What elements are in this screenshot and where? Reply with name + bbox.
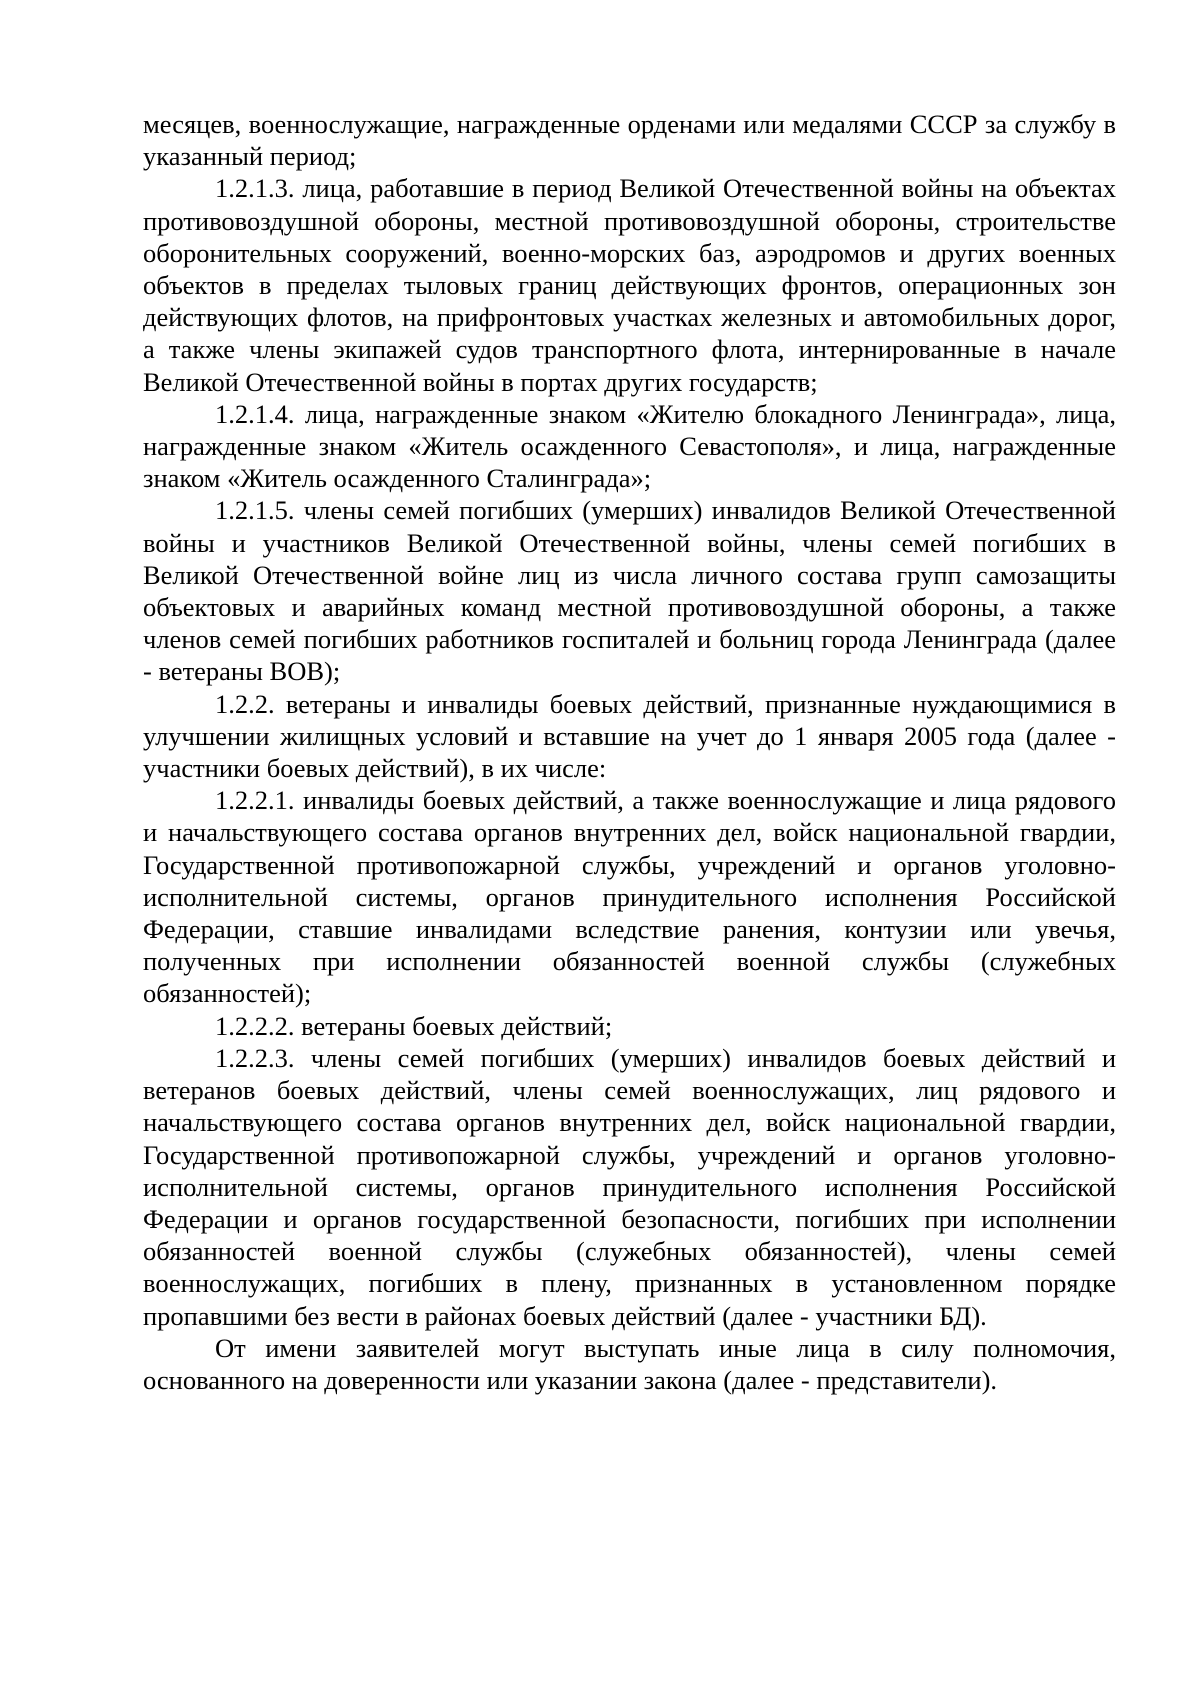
paragraph-1-2-2: 1.2.2. ветераны и инвалиды боевых действий, признанные нуждающимися в улучшении жилищных условий и вставшие на учет до 1 января 2005 года (далее - участники боевых действий), в их числе: — [143, 688, 1116, 784]
paragraph-1-2-2-2: 1.2.2.2. ветераны боевых действий; — [215, 1010, 613, 1041]
paragraph-1-2-1-4: 1.2.1.4. лица, награжденные знаком «Жителю блокадного Ленинграда», лица, награжденные знаком «Житель осажденного Севастополя», и лица, награжденные знаком «Житель осажденного Сталинграда»; — [143, 398, 1116, 494]
document-page — [143, 108, 1116, 1396]
paragraph-1-2-1-3: 1.2.1.3. лица, работавшие в период Великой Отечественной войны на объектах противовоздушной обороны, местной противовоздушной обороны, строительстве оборонительных сооружений, военно-морских баз, аэродромов и других военных объектов в пределах тыловых границ действующих фронтов, операционных зон действующих флотов, на прифронтовых участках железных и автомобильных дорог, а также члены экипажей судов транспортного флота, интернированные в начале Великой Отечественной войны в портах других государств; — [143, 173, 1116, 397]
paragraph-representatives: От имени заявителей могут выступать иные лица в силу полномочия, основанного на доверенности или указании закона (далее - представители). — [143, 1332, 1116, 1395]
paragraph-1-2-2-1: 1.2.2.1. инвалиды боевых действий, а также военнослужащие и лица рядового и начальствующего состава органов внутренних дел, войск национальной гвардии, Государственной противопожарной службы, учреждений и органов уголовно-исполнительной системы, органов принудительного исполнения Российской Федерации, ставшие инвалидами вследствие ранения, контузии или увечья, полученных при исполнении обязанностей военной службы (служебных обязанностей); — [143, 785, 1116, 1009]
paragraph-continuation: месяцев, военнослужащие, награжденные орденами или медалями СССР за службу в указанный период; — [143, 109, 1116, 172]
paragraph-1-2-2-3: 1.2.2.3. члены семей погибших (умерших) инвалидов боевых действий и ветеранов боевых действий, члены семей военнослужащих, лиц рядового и начальствующего состава органов внутренних дел, войск национальной гвардии, Государственной противопожарной службы, учреждений и органов уголовно-исполнительной системы, органов принудительного исполнения Российской Федерации и органов государственной безопасности, погибших при исполнении обязанностей военной службы (служебных обязанностей), члены семей военнослужащих, погибших в плену, признанных в установленном порядке пропавшими без вести в районах боевых действий (далее - участники БД). — [143, 1042, 1116, 1331]
paragraph-1-2-1-5: 1.2.1.5. члены семей погибших (умерших) инвалидов Великой Отечественной войны и участников Великой Отечественной войны, члены семей погибших в Великой Отечественной войне лиц из числа личного состава групп самозащиты объектовых и аварийных команд местной противовоздушной обороны, а также членов семей погибших работников госпиталей и больниц города Ленинграда (далее - ветераны ВОВ); — [143, 495, 1116, 687]
